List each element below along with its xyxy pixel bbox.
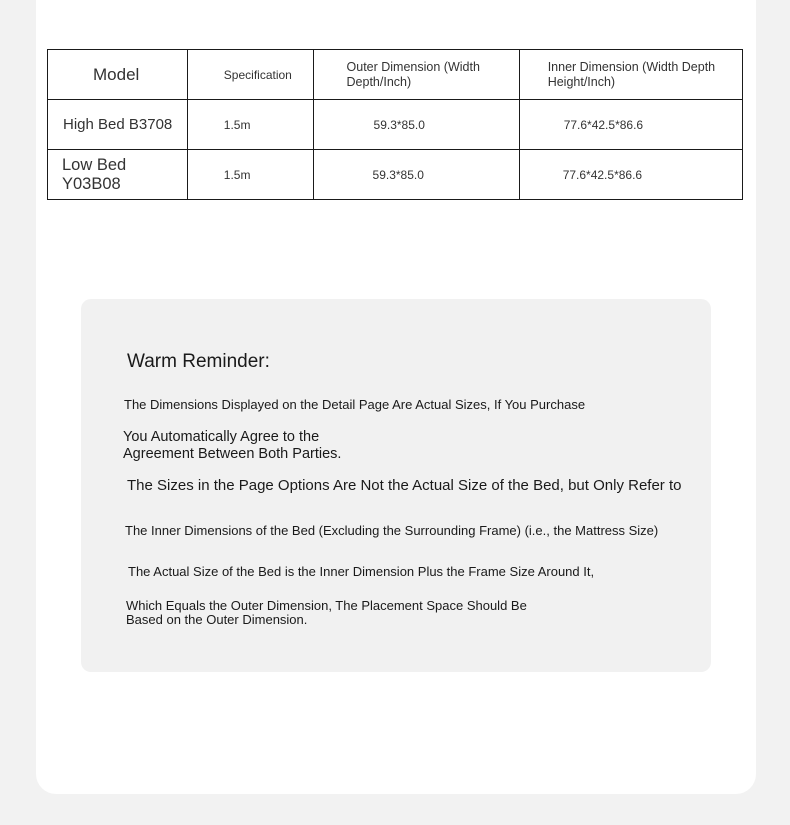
row-outer-dimension: 59.3*85.0 (313, 150, 519, 200)
warm-reminder-box (81, 299, 711, 672)
reminder-title: Warm Reminder: (127, 351, 270, 372)
content-card (36, 0, 756, 794)
row-inner-dimension: 77.6*42.5*86.6 (519, 150, 742, 200)
reminder-line: You Automatically Agree to the Agreement Between Both Parties. (123, 429, 342, 462)
row-outer-dimension: 59.3*85.0 (313, 100, 519, 150)
row-model: High Bed B3708 (48, 100, 188, 150)
reminder-line: The Sizes in the Page Options Are Not the Actual Size of the Bed, but Only Refer to (127, 477, 682, 494)
reminder-line: The Dimensions Displayed on the Detail Page Are Actual Sizes, If You Purchase (124, 397, 586, 412)
header-outer-dimension: Outer Dimension (Width Depth/Inch) (313, 50, 519, 100)
table-header-row (48, 50, 743, 100)
header-inner-dimension: Inner Dimension (Width Depth Height/Inch) (519, 50, 742, 100)
reminder-line: Which Equals the Outer Dimension, The Placement Space Should Be Based on the Outer Dimension. (126, 598, 527, 627)
row-specification: 1.5m (187, 150, 313, 200)
bed-size-table (47, 49, 743, 200)
row-model: Low Bed Y03B08 (48, 150, 188, 200)
row-inner-dimension: 77.6*42.5*86.6 (519, 100, 742, 150)
header-specification: Specification (187, 50, 313, 100)
table-row (48, 150, 743, 200)
reminder-line: The Inner Dimensions of the Bed (Excluding the Surrounding Frame) (i.e., the Mattress Size) (125, 523, 659, 538)
header-model: Model (48, 50, 188, 100)
reminder-line: The Actual Size of the Bed is the Inner Dimension Plus the Frame Size Around It, (128, 564, 595, 579)
table-row (48, 100, 743, 150)
row-specification: 1.5m (187, 100, 313, 150)
